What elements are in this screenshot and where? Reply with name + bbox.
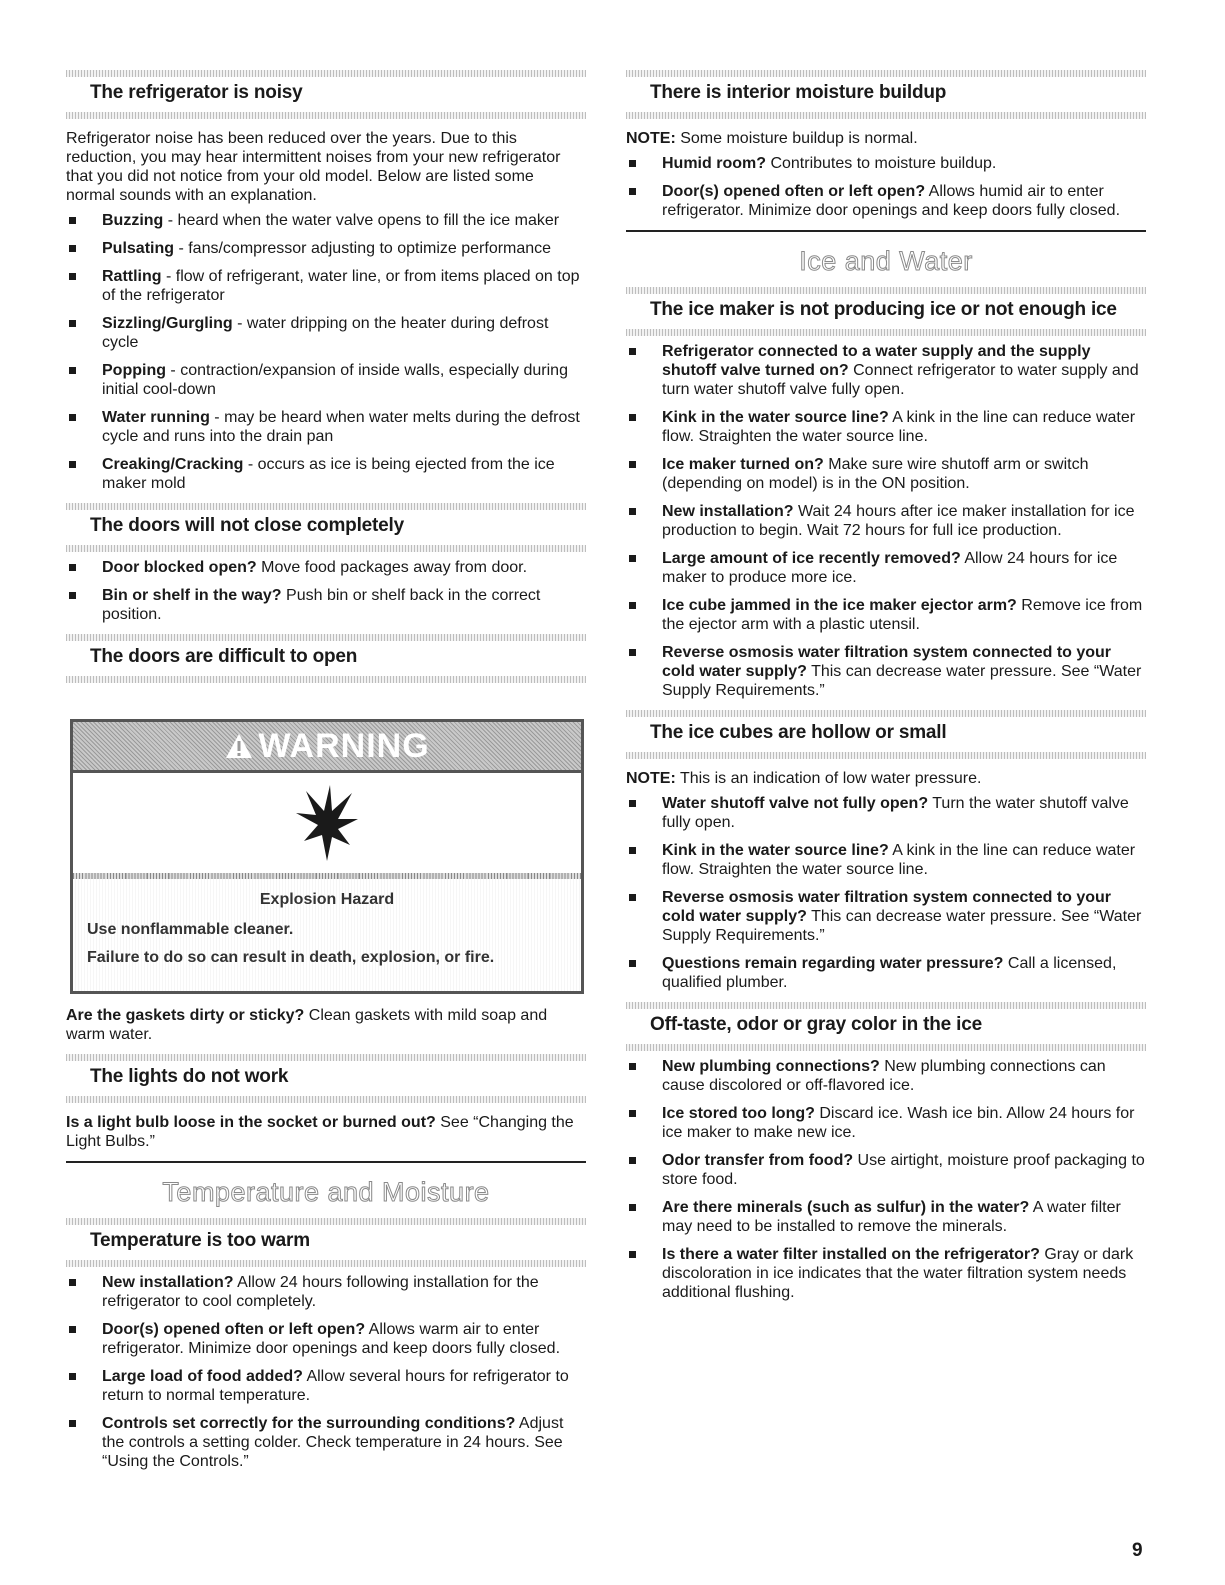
- section-header-too-warm: [66, 1218, 586, 1267]
- item-question: New installation?: [102, 1274, 234, 1291]
- section-header-off-taste: [626, 1002, 1146, 1051]
- item-answer: - contraction/expansion of inside walls, especially during initial cool-down: [102, 362, 568, 398]
- list-item: [66, 211, 586, 230]
- list-item: [66, 239, 586, 258]
- bullet-list: [626, 342, 1146, 700]
- item-question: Kink in the water source line?: [662, 409, 889, 426]
- item-answer: Turn the water shutoff valve fully open.: [662, 795, 1129, 831]
- note-label: NOTE:: [626, 770, 676, 787]
- list-item: [66, 1414, 586, 1471]
- bullet-list: [66, 211, 586, 493]
- list-item: [626, 1245, 1146, 1302]
- item-answer: Contributes to moisture buildup.: [766, 155, 997, 172]
- item-question: Reverse osmosis water filtration system connected to your cold water supply?: [662, 889, 1112, 925]
- item-question: Popping: [102, 362, 166, 379]
- item-answer: Use airtight, moisture proof packaging to store food.: [662, 1152, 1145, 1188]
- list-item: [626, 154, 1146, 173]
- category-heading-ice: Ice and Water: [799, 246, 973, 276]
- item-question: Bin or shelf in the way?: [102, 587, 282, 604]
- item-question: Pulsating: [102, 240, 175, 257]
- list-item: [626, 455, 1146, 493]
- bullet-list: [626, 154, 1146, 220]
- section-title: Temperature is too warm: [90, 1230, 310, 1251]
- gaskets-paragraph: [66, 1006, 586, 1044]
- item-question: Ice stored too long?: [662, 1105, 815, 1122]
- section-title: Off-taste, odor or gray color in the ice: [650, 1014, 982, 1035]
- item-answer: Call a licensed, qualified plumber.: [662, 955, 1117, 991]
- warning-text: [73, 873, 581, 991]
- bullet-list: [66, 558, 586, 624]
- list-item: [66, 408, 586, 446]
- question-label: Are the gaskets dirty or sticky?: [66, 1007, 305, 1024]
- item-answer: - may be heard when water melts during the defrost cycle and runs into the drain pan: [102, 409, 580, 445]
- intro-paragraph: Refrigerator noise has been reduced over the years. Due to this reduction, you may hear intermittent noises from your new refrigerator that you did not notice from your old model. Below are listed some normal sounds with an explanation.: [66, 130, 561, 204]
- section-header-moisture: [626, 70, 1146, 119]
- section-title: The refrigerator is noisy: [90, 82, 303, 103]
- warning-consequence: Failure to do so can result in death, explosion, or fire.: [87, 949, 495, 966]
- list-item: [626, 954, 1146, 992]
- answer-text: Clean gaskets with mild soap and warm water.: [66, 1007, 548, 1043]
- item-answer: - water dripping on the heater during defrost cycle: [102, 315, 549, 351]
- item-question: Questions remain regarding water pressure?: [662, 955, 1004, 972]
- item-question: Door(s) opened often or left open?: [662, 183, 926, 200]
- item-answer: Wait 24 hours after ice maker installation for ice production to begin. Wait 72 hours for full ice production.: [662, 503, 1135, 539]
- item-answer: A kink in the line can reduce water flow. Straighten the water source line.: [662, 409, 1136, 445]
- question-label: Is a light bulb loose in the socket or burned out?: [66, 1114, 436, 1131]
- list-item: [626, 643, 1146, 700]
- item-answer: Allow 24 hours for ice maker to produce more ice.: [662, 550, 1118, 586]
- warning-triangle-icon: [224, 732, 254, 760]
- item-answer: Remove ice from the ejector arm with a plastic utensil.: [662, 597, 1143, 633]
- explosion-icon: [73, 773, 581, 873]
- list-item: [626, 182, 1146, 220]
- item-question: Controls set correctly for the surrounding conditions?: [102, 1415, 516, 1432]
- item-question: Buzzing: [102, 212, 164, 229]
- item-question: Sizzling/Gurgling: [102, 315, 233, 332]
- item-question: Are there minerals (such as sulfur) in the water?: [662, 1199, 1030, 1216]
- item-question: Rattling: [102, 268, 162, 285]
- list-item: [66, 361, 586, 399]
- item-answer: - flow of refrigerant, water line, or from items placed on top of the refrigerator: [102, 268, 580, 304]
- warning-instruction: Use nonflammable cleaner.: [87, 921, 294, 938]
- item-answer: Allow several hours for refrigerator to return to normal temperature.: [102, 1368, 569, 1404]
- item-answer: - heard when the water valve opens to fill the ice maker: [163, 212, 560, 229]
- item-answer: A water filter may need to be installed to remove the minerals.: [662, 1199, 1121, 1235]
- list-item: [66, 1273, 586, 1311]
- lights-paragraph: [66, 1113, 586, 1151]
- item-question: Door blocked open?: [102, 559, 257, 576]
- list-item: [626, 1104, 1146, 1142]
- list-item: [66, 1320, 586, 1358]
- section-title: There is interior moisture buildup: [650, 82, 947, 103]
- list-item: [66, 586, 586, 624]
- list-item: [626, 408, 1146, 446]
- list-item: [626, 794, 1146, 832]
- hazard-title: Explosion Hazard: [259, 891, 395, 908]
- warning-banner: [73, 722, 581, 773]
- section-header-noisy: [66, 70, 586, 119]
- list-item: [626, 1198, 1146, 1236]
- left-column: [66, 70, 586, 1480]
- right-column: [626, 70, 1146, 1311]
- note-paragraph: [626, 129, 1146, 148]
- item-question: Ice maker turned on?: [662, 456, 824, 473]
- item-answer: Move food packages away from door.: [256, 559, 528, 576]
- list-item: [626, 502, 1146, 540]
- item-question: Large amount of ice recently removed?: [662, 550, 961, 567]
- section-header-lights: [66, 1054, 586, 1103]
- bullet-list: [626, 794, 1146, 992]
- warning-label: WARNING: [258, 726, 430, 765]
- answer-text: See “Changing the Light Bulbs.”: [66, 1114, 574, 1150]
- section-title: The doors are difficult to open: [90, 646, 358, 667]
- item-question: Large load of food added?: [102, 1368, 303, 1385]
- list-item: [66, 314, 586, 352]
- item-question: Creaking/Cracking: [102, 456, 244, 473]
- list-item: [66, 455, 586, 493]
- note-paragraph: [626, 769, 1146, 788]
- item-question: Ice cube jammed in the ice maker ejector arm?: [662, 597, 1017, 614]
- note-label: NOTE:: [626, 130, 676, 147]
- item-answer: Discard ice. Wash ice bin. Allow 24 hours for ice maker to make new ice.: [662, 1105, 1135, 1141]
- list-item: [626, 841, 1146, 879]
- list-item: [66, 267, 586, 305]
- item-answer: Connect refrigerator to water supply and turn water shutoff valve fully open.: [662, 362, 1139, 398]
- list-item: [66, 558, 586, 577]
- section-divider: [66, 1161, 586, 1163]
- item-question: Odor transfer from food?: [662, 1152, 854, 1169]
- item-answer: Allow 24 hours following installation for the refrigerator to cool completely.: [102, 1274, 539, 1310]
- list-item: [626, 596, 1146, 634]
- bullet-list: [66, 1273, 586, 1471]
- list-item: [626, 549, 1146, 587]
- warning-box: [70, 719, 584, 994]
- item-answer: This can decrease water pressure. See “Water Supply Requirements.”: [662, 663, 1142, 699]
- item-question: Door(s) opened often or left open?: [102, 1321, 366, 1338]
- bullet-list: [626, 1057, 1146, 1302]
- item-answer: - occurs as ice is being ejected from the ice maker mold: [102, 456, 555, 492]
- category-heading-temperature: Temperature and Moisture: [162, 1177, 490, 1207]
- note-text: Some moisture buildup is normal.: [675, 130, 918, 147]
- section-title: The lights do not work: [90, 1066, 289, 1087]
- item-answer: New plumbing connections can cause discolored or off-flavored ice.: [662, 1058, 1106, 1094]
- note-text: This is an indication of low water pressure.: [675, 770, 982, 787]
- section-title: The ice cubes are hollow or small: [650, 722, 947, 743]
- item-answer: A kink in the line can reduce water flow. Straighten the water source line.: [662, 842, 1136, 878]
- item-answer: Make sure wire shutoff arm or switch (depending on model) is in the ON position.: [662, 456, 1089, 492]
- section-title: The doors will not close completely: [90, 515, 404, 536]
- item-question: Kink in the water source line?: [662, 842, 889, 859]
- list-item: [66, 1367, 586, 1405]
- item-question: Water running: [102, 409, 210, 426]
- item-answer: Allows warm air to enter refrigerator. Minimize door openings and keep doors fully closed.: [102, 1321, 561, 1357]
- item-question: New plumbing connections?: [662, 1058, 880, 1075]
- section-header-doors-open: [66, 634, 586, 683]
- item-question: Humid room?: [662, 155, 766, 172]
- section-title: The ice maker is not producing ice or not enough ice: [650, 299, 1117, 320]
- item-question: New installation?: [662, 503, 794, 520]
- item-answer: - fans/compressor adjusting to optimize performance: [174, 240, 552, 257]
- item-answer: Adjust the controls a setting colder. Check temperature in 24 hours. See “Using the Controls.”: [102, 1415, 564, 1470]
- page-number: 9: [1132, 1540, 1143, 1561]
- item-answer: Push bin or shelf back in the correct position.: [102, 587, 541, 623]
- section-header-hollow: [626, 710, 1146, 759]
- item-question: Water shutoff valve not fully open?: [662, 795, 929, 812]
- list-item: [626, 888, 1146, 945]
- section-header-not-producing: [626, 287, 1146, 336]
- item-question: Reverse osmosis water filtration system connected to your cold water supply?: [662, 644, 1112, 680]
- item-answer: This can decrease water pressure. See “Water Supply Requirements.”: [662, 908, 1142, 944]
- section-divider: [626, 230, 1146, 232]
- list-item: [626, 1151, 1146, 1189]
- item-answer: Gray or dark discoloration in ice indicates that the water filtration system needs additional flushing.: [662, 1246, 1134, 1301]
- item-question: Is there a water filter installed on the refrigerator?: [662, 1246, 1040, 1263]
- list-item: [626, 342, 1146, 399]
- list-item: [626, 1057, 1146, 1095]
- item-answer: Allows humid air to enter refrigerator. Minimize door openings and keep doors fully closed.: [662, 183, 1121, 219]
- item-question: Refrigerator connected to a water supply and the supply shutoff valve turned on?: [662, 343, 1091, 379]
- section-header-doors-close: [66, 503, 586, 552]
